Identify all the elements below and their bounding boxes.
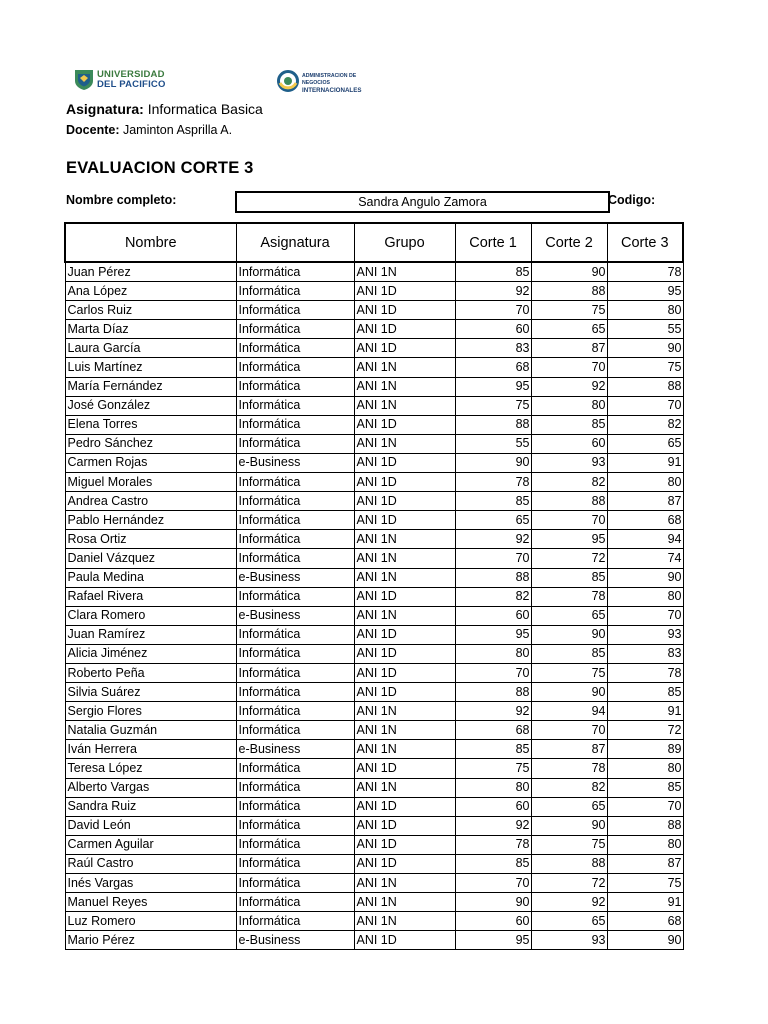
subject-cell[interactable]: Informática (236, 625, 354, 644)
table-row[interactable] (65, 358, 683, 377)
corte-1-cell[interactable]: 92 (455, 282, 531, 301)
corte-2-cell[interactable]: 88 (531, 492, 607, 511)
group-cell[interactable]: ANI 1N (354, 262, 455, 282)
subject-cell[interactable]: Informática (236, 530, 354, 549)
subject-cell[interactable]: Informática (236, 262, 354, 282)
corte-2-cell[interactable]: 92 (531, 893, 607, 912)
corte-2-cell[interactable]: 75 (531, 301, 607, 320)
corte-1-cell[interactable]: 68 (455, 358, 531, 377)
subject-cell[interactable]: Informática (236, 320, 354, 339)
group-cell[interactable]: ANI 1N (354, 702, 455, 721)
corte-2-cell[interactable]: 80 (531, 396, 607, 415)
group-cell[interactable]: ANI 1D (354, 835, 455, 854)
corte-3-cell[interactable]: 75 (607, 358, 683, 377)
student-name-cell[interactable]: Ana López (65, 282, 236, 301)
group-cell[interactable]: ANI 1N (354, 721, 455, 740)
corte-3-cell[interactable]: 80 (607, 473, 683, 492)
table-row[interactable] (65, 606, 683, 625)
column-header-grupo: Grupo (354, 223, 455, 262)
student-name-cell[interactable]: Alicia Jiménez (65, 644, 236, 663)
student-name-cell[interactable]: Mario Pérez (65, 931, 236, 950)
group-cell[interactable]: ANI 1D (354, 644, 455, 663)
corte-2-cell[interactable]: 65 (531, 797, 607, 816)
corte-1-cell[interactable]: 92 (455, 702, 531, 721)
corte-1-cell[interactable]: 92 (455, 816, 531, 835)
subject-cell[interactable]: Informática (236, 492, 354, 511)
table-row[interactable] (65, 473, 683, 492)
corte-3-cell[interactable]: 68 (607, 511, 683, 530)
table-row[interactable] (65, 396, 683, 415)
subject-cell[interactable]: Informática (236, 434, 354, 453)
corte-3-cell[interactable]: 75 (607, 874, 683, 893)
corte-2-cell[interactable]: 87 (531, 740, 607, 759)
table-row[interactable] (65, 415, 683, 434)
teacher-value: Jaminton Asprilla A. (122, 123, 233, 137)
subject-cell[interactable]: e-Business (236, 931, 354, 950)
program-globe-icon (277, 70, 299, 92)
corte-2-cell[interactable]: 95 (531, 530, 607, 549)
university-line-1: UNIVERSIDAD (97, 69, 165, 80)
table-row[interactable] (65, 912, 683, 931)
grades-table (64, 222, 684, 950)
corte-3-cell[interactable]: 87 (607, 854, 683, 873)
corte-3-cell[interactable]: 91 (607, 453, 683, 472)
full-name-field[interactable]: Sandra Angulo Zamora (235, 191, 610, 213)
subject-cell[interactable]: Informática (236, 339, 354, 358)
table-row[interactable] (65, 434, 683, 453)
subject-cell[interactable]: Informática (236, 702, 354, 721)
student-name-cell[interactable]: David León (65, 816, 236, 835)
corte-2-cell[interactable]: 65 (531, 912, 607, 931)
corte-3-cell[interactable]: 85 (607, 778, 683, 797)
corte-2-cell[interactable]: 70 (531, 358, 607, 377)
subject-cell[interactable]: Informática (236, 663, 354, 682)
group-cell[interactable]: ANI 1N (354, 434, 455, 453)
subject-cell[interactable]: Informática (236, 587, 354, 606)
subject-cell[interactable]: Informática (236, 778, 354, 797)
subject-cell[interactable]: Informática (236, 854, 354, 873)
table-row[interactable] (65, 301, 683, 320)
subject-cell[interactable]: Informática (236, 816, 354, 835)
table-row[interactable] (65, 721, 683, 740)
subject-cell[interactable]: Informática (236, 549, 354, 568)
group-cell[interactable]: ANI 1D (354, 663, 455, 682)
corte-3-cell[interactable]: 78 (607, 262, 683, 282)
table-row[interactable] (65, 874, 683, 893)
group-cell[interactable]: ANI 1D (354, 816, 455, 835)
teacher-label: Docente: (66, 123, 120, 137)
student-name-cell[interactable]: Sergio Flores (65, 702, 236, 721)
corte-2-cell[interactable]: 87 (531, 339, 607, 358)
corte-2-cell[interactable]: 93 (531, 931, 607, 950)
corte-1-cell[interactable]: 78 (455, 473, 531, 492)
table-row[interactable] (65, 282, 683, 301)
corte-2-cell[interactable]: 75 (531, 835, 607, 854)
corte-1-cell[interactable]: 92 (455, 530, 531, 549)
student-name-cell[interactable]: Laura García (65, 339, 236, 358)
table-row[interactable] (65, 377, 683, 396)
corte-1-cell[interactable]: 90 (455, 453, 531, 472)
corte-1-cell[interactable]: 75 (455, 396, 531, 415)
subject-cell[interactable]: Informática (236, 835, 354, 854)
corte-1-cell[interactable]: 85 (455, 740, 531, 759)
table-row[interactable] (65, 931, 683, 950)
corte-3-cell[interactable]: 55 (607, 320, 683, 339)
table-row[interactable] (65, 893, 683, 912)
student-name-cell[interactable]: Manuel Reyes (65, 893, 236, 912)
subject-cell[interactable]: e-Business (236, 453, 354, 472)
corte-2-cell[interactable]: 90 (531, 262, 607, 282)
table-row[interactable] (65, 835, 683, 854)
corte-1-cell[interactable]: 68 (455, 721, 531, 740)
group-cell[interactable]: ANI 1D (354, 320, 455, 339)
student-name-cell[interactable]: Luis Martínez (65, 358, 236, 377)
group-cell[interactable]: ANI 1D (354, 683, 455, 702)
student-name-cell[interactable]: Raúl Castro (65, 854, 236, 873)
corte-2-cell[interactable]: 88 (531, 282, 607, 301)
student-name-cell[interactable]: Paula Medina (65, 568, 236, 587)
corte-3-cell[interactable]: 91 (607, 702, 683, 721)
corte-3-cell[interactable]: 80 (607, 301, 683, 320)
corte-2-cell[interactable]: 93 (531, 453, 607, 472)
corte-3-cell[interactable]: 80 (607, 759, 683, 778)
table-row[interactable] (65, 339, 683, 358)
corte-2-cell[interactable]: 70 (531, 721, 607, 740)
corte-1-cell[interactable]: 90 (455, 893, 531, 912)
subject-cell[interactable]: Informática (236, 396, 354, 415)
student-name-cell[interactable]: Pedro Sánchez (65, 434, 236, 453)
subject-cell[interactable]: Informática (236, 301, 354, 320)
student-name-cell[interactable]: Alberto Vargas (65, 778, 236, 797)
corte-3-cell[interactable]: 80 (607, 835, 683, 854)
corte-1-cell[interactable]: 95 (455, 625, 531, 644)
table-row[interactable] (65, 797, 683, 816)
corte-1-cell[interactable]: 70 (455, 663, 531, 682)
corte-1-cell[interactable]: 85 (455, 262, 531, 282)
corte-3-cell[interactable]: 74 (607, 549, 683, 568)
subject-line (66, 101, 263, 117)
corte-1-cell[interactable]: 88 (455, 683, 531, 702)
corte-3-cell[interactable]: 87 (607, 492, 683, 511)
group-cell[interactable]: ANI 1D (354, 492, 455, 511)
table-row[interactable] (65, 587, 683, 606)
table-row[interactable] (65, 778, 683, 797)
corte-3-cell[interactable]: 80 (607, 587, 683, 606)
group-cell[interactable]: ANI 1D (354, 415, 455, 434)
corte-2-cell[interactable]: 72 (531, 874, 607, 893)
university-line-2: DEL PACIFICO (97, 79, 166, 90)
subject-cell[interactable]: Informática (236, 874, 354, 893)
corte-2-cell[interactable]: 70 (531, 511, 607, 530)
corte-1-cell[interactable]: 78 (455, 835, 531, 854)
group-cell[interactable]: ANI 1D (354, 301, 455, 320)
subject-cell[interactable]: Informática (236, 797, 354, 816)
corte-3-cell[interactable]: 90 (607, 339, 683, 358)
table-row[interactable] (65, 740, 683, 759)
subject-cell[interactable]: Informática (236, 282, 354, 301)
table-row[interactable] (65, 816, 683, 835)
table-row[interactable] (65, 625, 683, 644)
corte-2-cell[interactable]: 90 (531, 816, 607, 835)
student-name-cell[interactable]: José González (65, 396, 236, 415)
table-row[interactable] (65, 320, 683, 339)
table-row[interactable] (65, 702, 683, 721)
corte-1-cell[interactable]: 55 (455, 434, 531, 453)
corte-1-cell[interactable]: 60 (455, 912, 531, 931)
column-header-asignatura: Asignatura (236, 223, 354, 262)
corte-2-cell[interactable]: 90 (531, 683, 607, 702)
university-name (97, 70, 166, 90)
group-cell[interactable]: ANI 1N (354, 568, 455, 587)
table-row[interactable] (65, 453, 683, 472)
subject-cell[interactable]: e-Business (236, 740, 354, 759)
table-row[interactable] (65, 663, 683, 682)
corte-1-cell[interactable]: 65 (455, 511, 531, 530)
corte-2-cell[interactable]: 92 (531, 377, 607, 396)
corte-3-cell[interactable]: 91 (607, 893, 683, 912)
corte-1-cell[interactable]: 95 (455, 931, 531, 950)
group-cell[interactable]: ANI 1D (354, 473, 455, 492)
subject-cell[interactable]: Informática (236, 377, 354, 396)
corte-1-cell[interactable]: 60 (455, 797, 531, 816)
student-name-cell[interactable]: Carlos Ruiz (65, 301, 236, 320)
student-name-cell[interactable]: Juan Ramírez (65, 625, 236, 644)
group-cell[interactable]: ANI 1N (354, 396, 455, 415)
corte-3-cell[interactable]: 70 (607, 396, 683, 415)
corte-1-cell[interactable]: 80 (455, 778, 531, 797)
corte-1-cell[interactable]: 80 (455, 644, 531, 663)
corte-1-cell[interactable]: 83 (455, 339, 531, 358)
student-name-cell[interactable]: Juan Pérez (65, 262, 236, 282)
table-row[interactable] (65, 759, 683, 778)
corte-3-cell[interactable]: 90 (607, 568, 683, 587)
corte-3-cell[interactable]: 95 (607, 282, 683, 301)
corte-1-cell[interactable]: 82 (455, 587, 531, 606)
corte-3-cell[interactable]: 65 (607, 434, 683, 453)
code-label: Codigo: (608, 193, 656, 207)
page-title: EVALUACION CORTE 3 (66, 159, 254, 177)
table-row[interactable] (65, 530, 683, 549)
column-header-nombre: Nombre (65, 223, 236, 262)
subject-cell[interactable]: e-Business (236, 606, 354, 625)
table-row[interactable] (65, 854, 683, 873)
group-cell[interactable]: ANI 1N (354, 377, 455, 396)
group-cell[interactable]: ANI 1D (354, 587, 455, 606)
student-name-cell[interactable]: Carmen Aguilar (65, 835, 236, 854)
column-header-corte-1: Corte 1 (455, 223, 531, 262)
teacher-line (66, 123, 232, 137)
student-name-cell[interactable]: Marta Díaz (65, 320, 236, 339)
corte-1-cell[interactable]: 85 (455, 854, 531, 873)
group-cell[interactable]: ANI 1N (354, 358, 455, 377)
table-row[interactable] (65, 511, 683, 530)
group-cell[interactable]: ANI 1N (354, 912, 455, 931)
table-header-row (65, 223, 683, 262)
group-cell[interactable]: ANI 1N (354, 893, 455, 912)
subject-value: Informatica Basica (147, 101, 263, 117)
student-name-cell[interactable]: Teresa López (65, 759, 236, 778)
subject-cell[interactable]: Informática (236, 759, 354, 778)
student-name-cell[interactable]: Carmen Rojas (65, 453, 236, 472)
corte-3-cell[interactable]: 85 (607, 683, 683, 702)
corte-3-cell[interactable]: 70 (607, 797, 683, 816)
corte-3-cell[interactable]: 88 (607, 377, 683, 396)
student-name-cell[interactable]: María Fernández (65, 377, 236, 396)
table-row[interactable] (65, 549, 683, 568)
corte-2-cell[interactable]: 65 (531, 606, 607, 625)
corte-1-cell[interactable]: 70 (455, 549, 531, 568)
group-cell[interactable]: ANI 1N (354, 549, 455, 568)
student-name-cell[interactable]: Clara Romero (65, 606, 236, 625)
corte-3-cell[interactable]: 72 (607, 721, 683, 740)
program-name (302, 73, 377, 94)
corte-1-cell[interactable]: 75 (455, 759, 531, 778)
corte-2-cell[interactable]: 60 (531, 434, 607, 453)
corte-1-cell[interactable]: 70 (455, 874, 531, 893)
corte-2-cell[interactable]: 88 (531, 854, 607, 873)
column-header-corte-3: Corte 3 (607, 223, 683, 262)
corte-1-cell[interactable]: 60 (455, 320, 531, 339)
group-cell[interactable]: ANI 1N (354, 740, 455, 759)
subject-cell[interactable]: Informática (236, 415, 354, 434)
subject-cell[interactable]: Informática (236, 912, 354, 931)
group-cell[interactable]: ANI 1D (354, 511, 455, 530)
corte-2-cell[interactable]: 85 (531, 415, 607, 434)
program-logo (277, 70, 377, 92)
program-line-2: INTERNACIONALES (302, 87, 362, 94)
group-cell[interactable]: ANI 1D (354, 625, 455, 644)
table-row[interactable] (65, 492, 683, 511)
subject-cell[interactable]: Informática (236, 511, 354, 530)
university-shield-icon (74, 69, 94, 91)
table-row[interactable] (65, 568, 683, 587)
corte-2-cell[interactable]: 82 (531, 473, 607, 492)
corte-3-cell[interactable]: 89 (607, 740, 683, 759)
corte-1-cell[interactable]: 60 (455, 606, 531, 625)
corte-2-cell[interactable]: 82 (531, 778, 607, 797)
corte-3-cell[interactable]: 70 (607, 606, 683, 625)
table-row[interactable] (65, 262, 683, 282)
group-cell[interactable]: ANI 1N (354, 530, 455, 549)
full-name-label: Nombre completo: (66, 193, 177, 207)
corte-3-cell[interactable]: 90 (607, 931, 683, 950)
corte-3-cell[interactable]: 83 (607, 644, 683, 663)
corte-3-cell[interactable]: 78 (607, 663, 683, 682)
subject-cell[interactable]: Informática (236, 473, 354, 492)
subject-label: Asignatura: (66, 101, 144, 117)
table-row[interactable] (65, 644, 683, 663)
university-logo (74, 68, 174, 92)
student-name-cell[interactable]: Elena Torres (65, 415, 236, 434)
corte-2-cell[interactable]: 85 (531, 644, 607, 663)
group-cell[interactable]: ANI 1D (354, 339, 455, 358)
subject-cell[interactable]: Informática (236, 721, 354, 740)
table-row[interactable] (65, 683, 683, 702)
corte-3-cell[interactable]: 82 (607, 415, 683, 434)
group-cell[interactable]: ANI 1D (354, 797, 455, 816)
group-cell[interactable]: ANI 1N (354, 874, 455, 893)
corte-3-cell[interactable]: 68 (607, 912, 683, 931)
subject-cell[interactable]: Informática (236, 683, 354, 702)
student-name-cell[interactable]: Silvia Suárez (65, 683, 236, 702)
corte-1-cell[interactable]: 88 (455, 568, 531, 587)
group-cell[interactable]: ANI 1D (354, 759, 455, 778)
student-name-cell[interactable]: Miguel Morales (65, 473, 236, 492)
corte-1-cell[interactable]: 95 (455, 377, 531, 396)
subject-cell[interactable]: Informática (236, 644, 354, 663)
student-name-cell[interactable]: Sandra Ruiz (65, 797, 236, 816)
corte-2-cell[interactable]: 65 (531, 320, 607, 339)
program-line-1: ADMINISTRACION DE NEGOCIOS (302, 73, 357, 86)
subject-cell[interactable]: Informática (236, 358, 354, 377)
student-name-cell[interactable]: Andrea Castro (65, 492, 236, 511)
corte-3-cell[interactable]: 93 (607, 625, 683, 644)
subject-cell[interactable]: e-Business (236, 568, 354, 587)
student-name-cell[interactable]: Rafael Rivera (65, 587, 236, 606)
corte-2-cell[interactable]: 78 (531, 759, 607, 778)
corte-3-cell[interactable]: 88 (607, 816, 683, 835)
group-cell[interactable]: ANI 1D (354, 282, 455, 301)
student-name-cell[interactable]: Iván Herrera (65, 740, 236, 759)
group-cell[interactable]: ANI 1N (354, 606, 455, 625)
student-name-cell[interactable]: Roberto Peña (65, 663, 236, 682)
student-name-cell[interactable]: Daniel Vázquez (65, 549, 236, 568)
group-cell[interactable]: ANI 1D (354, 854, 455, 873)
group-cell[interactable]: ANI 1N (354, 778, 455, 797)
corte-3-cell[interactable]: 94 (607, 530, 683, 549)
corte-2-cell[interactable]: 85 (531, 568, 607, 587)
group-cell[interactable]: ANI 1D (354, 931, 455, 950)
student-name-cell[interactable]: Luz Romero (65, 912, 236, 931)
subject-cell[interactable]: Informática (236, 893, 354, 912)
corte-1-cell[interactable]: 88 (455, 415, 531, 434)
student-name-cell[interactable]: Natalia Guzmán (65, 721, 236, 740)
column-header-corte-2: Corte 2 (531, 223, 607, 262)
group-cell[interactable]: ANI 1D (354, 453, 455, 472)
corte-2-cell[interactable]: 75 (531, 663, 607, 682)
student-name-cell[interactable]: Inés Vargas (65, 874, 236, 893)
corte-1-cell[interactable]: 70 (455, 301, 531, 320)
student-name-cell[interactable]: Pablo Hernández (65, 511, 236, 530)
corte-1-cell[interactable]: 85 (455, 492, 531, 511)
corte-2-cell[interactable]: 78 (531, 587, 607, 606)
corte-2-cell[interactable]: 94 (531, 702, 607, 721)
corte-2-cell[interactable]: 90 (531, 625, 607, 644)
student-name-cell[interactable]: Rosa Ortiz (65, 530, 236, 549)
corte-2-cell[interactable]: 72 (531, 549, 607, 568)
grades-table-body (65, 262, 683, 950)
